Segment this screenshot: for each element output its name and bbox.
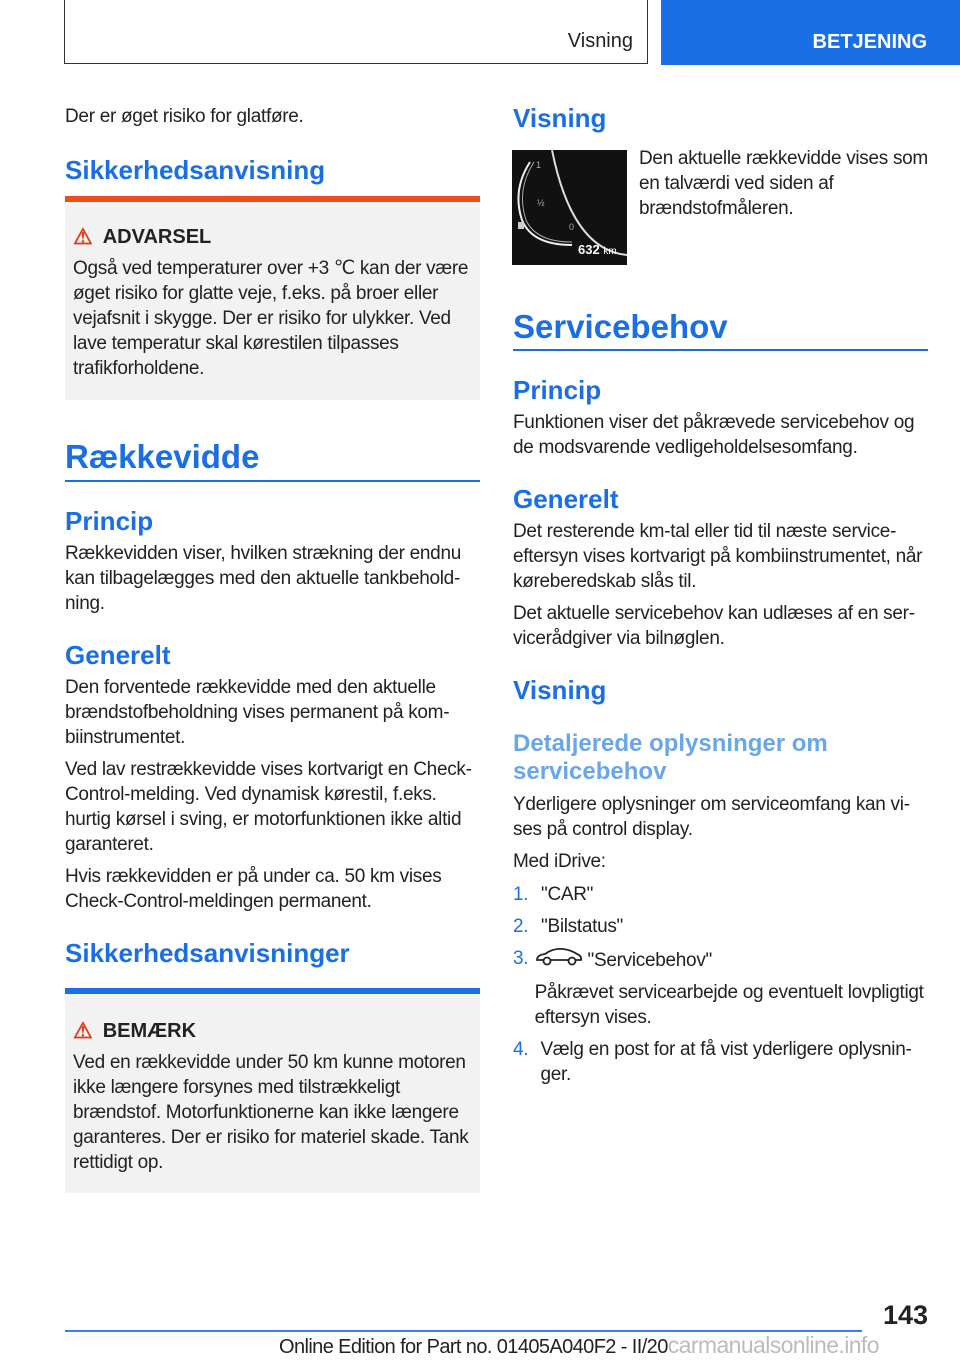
step-number: 4.: [513, 1039, 529, 1060]
list-item: [513, 946, 928, 1030]
fuel-pump-icon: [518, 222, 524, 229]
range-general-p1: Den forventede rækkevidde med den aktuelle brændstofbeholdning vises permanent på kombiinstrumentet.: [65, 677, 450, 748]
warning-label: ADVARSEL: [102, 225, 212, 248]
notice-box: [65, 988, 480, 1193]
header-section: Visning: [567, 30, 633, 52]
header-chapter-tab: [661, 0, 960, 65]
service-general-heading: Generelt: [513, 484, 619, 514]
steps-list: [513, 882, 928, 1087]
warning-text: Også ved temperaturer over +3 ℃ kan der være øget risiko for glatte veje, f.eks. på broer eller vejafsnit i skygge. Der er risiko for ulykker. Ved lave temperatur skal kørestilen tilpasses trafikforholdene.: [73, 258, 469, 379]
range-general-p2: Ved lav restrækkevidde vises kortvarigt en Check-Control-melding. Ved dynamisk kørestil, f.eks. hurtig kørsel i sving, er motorfunktionen ikke altid garanteret.: [65, 759, 472, 855]
service-principle-text: Funktionen viser det påkrævede servicebehov og de modsvarende vedligeholdelsesomfang.: [513, 412, 915, 458]
gauge-mark-empty: 0: [569, 222, 575, 232]
fuel-gauge-image: [512, 150, 627, 265]
service-principle-heading: Princip: [513, 375, 602, 405]
display-text: Den aktuelle rækkevidde vises som en talværdi ved siden af brændstofmåleren.: [639, 148, 928, 219]
safety2-heading: Sikkerhedsanvisninger: [65, 938, 350, 968]
details-heading: Detaljerede oplysninger om servicebehov: [513, 730, 828, 785]
range-general-heading: Generelt: [65, 640, 171, 670]
service-general-p1: Det resterende km-tal eller tid til næste serviceeftersyn vises kortvarigt på kombiinstrumentet, når køreberedskab slås til.: [513, 521, 923, 592]
list-item: [513, 914, 928, 939]
step-text: "CAR": [541, 884, 594, 905]
step-text: "Bilstatus": [541, 916, 623, 937]
step-number: 2.: [513, 916, 529, 937]
page-number: 143: [882, 1300, 928, 1330]
step-subtext: Påkrævet servicearbejde og eventuelt lovpligtigt eftersyn vises.: [534, 982, 924, 1028]
display-heading: Visning: [513, 103, 607, 133]
footer-watermark[interactable]: carmanualsonline.info: [667, 1332, 879, 1358]
footer-edition: Online Edition for Part no. 01405A040F2 - II/20: [279, 1336, 668, 1358]
gauge-range-value: 632: [578, 242, 600, 257]
step-number: 3.: [513, 948, 529, 969]
list-item: [513, 882, 928, 907]
step-number: 1.: [513, 884, 529, 905]
gauge-mark-full: 1: [536, 160, 542, 170]
car-icon: [535, 950, 583, 971]
safety-heading: Sikkerhedsanvisning: [65, 155, 326, 185]
range-general-p3: Hvis rækkevidden er på under ca. 50 km vises Check-Control-meldingen permanent.: [65, 866, 442, 912]
service-heading: Servicebehov: [513, 308, 928, 351]
warning-box: [65, 196, 480, 400]
header-section-box: [64, 0, 648, 64]
step-text: "Servicebehov": [587, 950, 712, 971]
range-principle-heading: Princip: [65, 506, 154, 536]
notice-text: Ved en rækkevidde under 50 km kunne motoren ikke længere forsynes med tilstrækkeligt brændstof. Motorfunktionerne kan ikke længere garanteres. Der er risiko for materiel skade. Tank rettidigt op.: [73, 1052, 469, 1173]
service-display-heading: Visning: [513, 675, 607, 705]
warning-icon: ⚠: [73, 224, 93, 249]
header-chapter: BETJENING: [812, 31, 927, 53]
range-heading: Rækkevidde: [65, 438, 480, 482]
notice-label: BEMÆRK: [102, 1019, 197, 1042]
service-general-p2: Det aktuelle servicebehov kan udlæses af en servicerådgiver via bilnøglen.: [513, 603, 916, 649]
gauge-mark-half: ½: [537, 198, 545, 208]
list-item: [513, 1037, 928, 1087]
gauge-unit: km: [603, 246, 617, 257]
range-principle-text: Rækkevidden viser, hvilken strækning der endnu kan tilbagelægges med den aktuelle tankbeholdning.: [65, 543, 461, 614]
intro-text: Der er øget risiko for glatføre.: [65, 106, 304, 127]
warning-icon: ⚠: [73, 1018, 93, 1043]
idrive-label: Med iDrive:: [513, 851, 606, 872]
step-text: Vælg en post for at få vist yderligere oplysninger.: [540, 1039, 912, 1085]
details-text: Yderligere oplysninger om serviceomfang kan vises på control display.: [513, 794, 911, 840]
